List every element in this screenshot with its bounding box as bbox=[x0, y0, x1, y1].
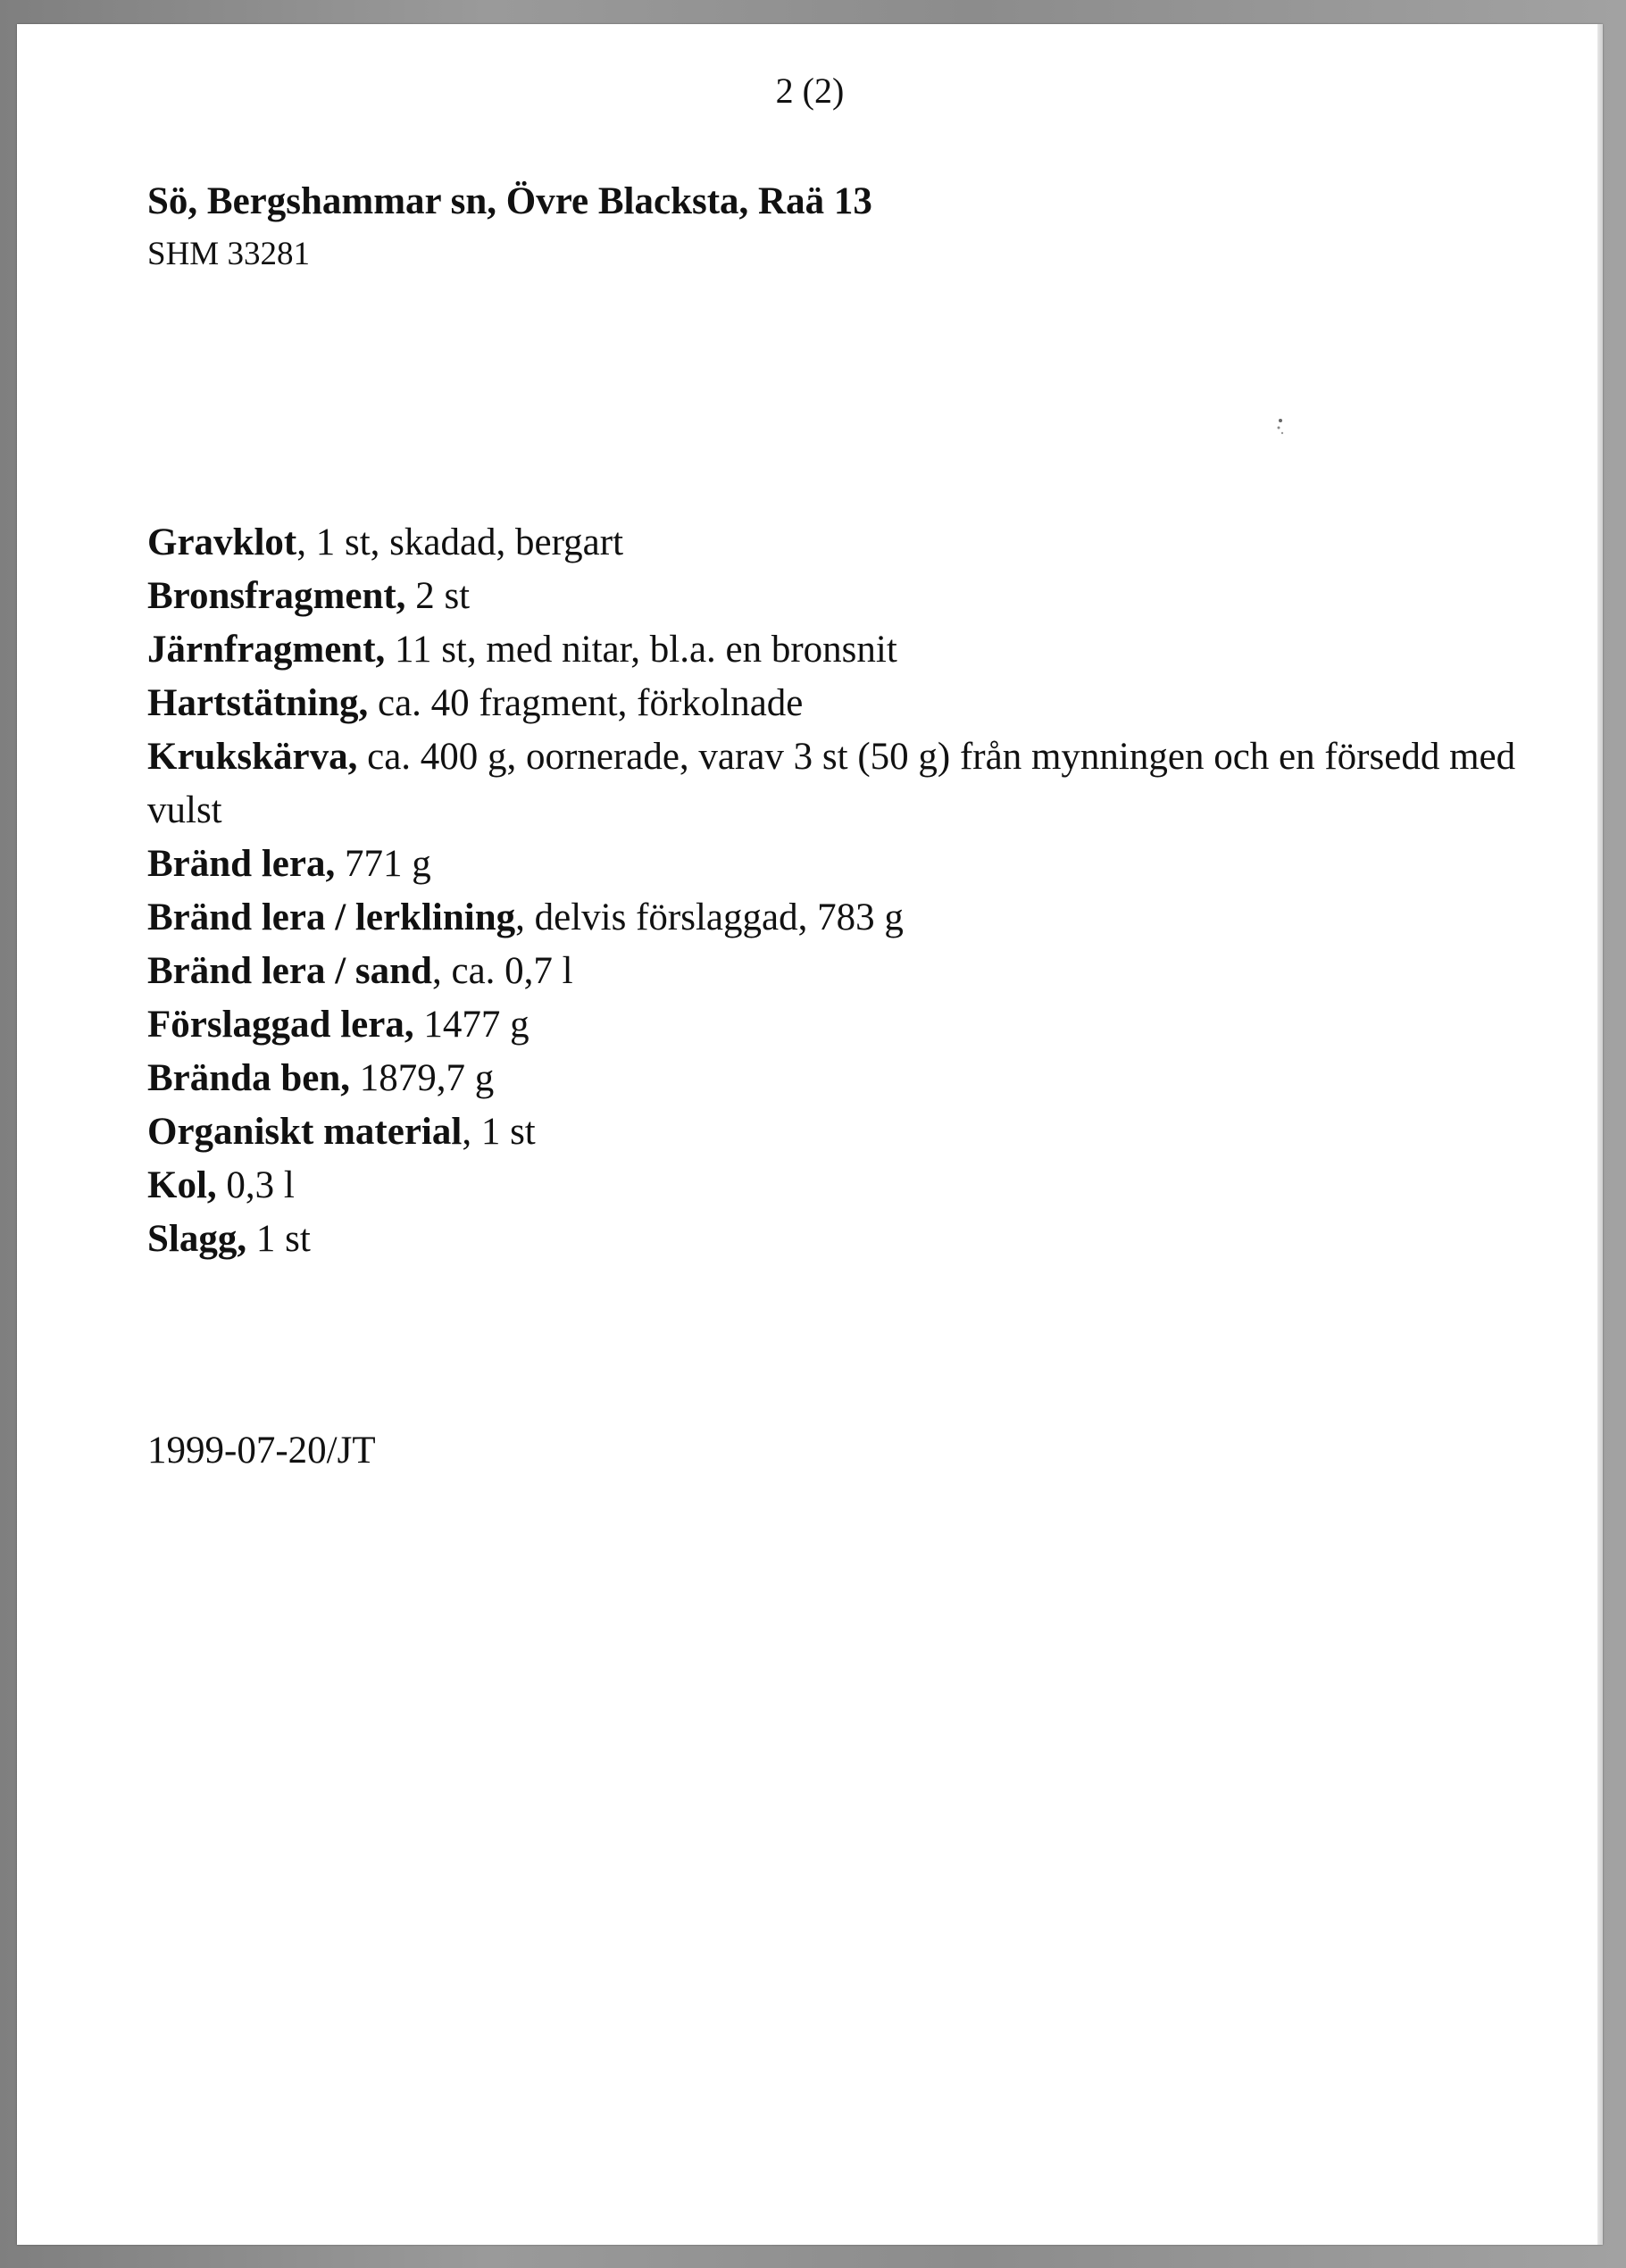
finding-separator: , bbox=[462, 1111, 472, 1153]
finding-term: Brända ben, bbox=[147, 1057, 351, 1099]
date-signature: 1999-07-20/JT bbox=[147, 1430, 376, 1472]
scan-speck-mark bbox=[1276, 417, 1285, 440]
finding-term: Förslaggad lera, bbox=[147, 1004, 414, 1046]
finding-item bbox=[147, 891, 1540, 945]
finding-item bbox=[147, 838, 1540, 891]
finding-separator: , bbox=[515, 896, 525, 938]
finding-separator: , bbox=[431, 950, 442, 992]
finding-term: Hartstätning, bbox=[147, 682, 369, 724]
finding-term: Bränd lera / lerklining bbox=[147, 896, 516, 938]
finding-item bbox=[147, 516, 1540, 570]
document-page bbox=[17, 24, 1603, 2245]
page-edge bbox=[1597, 24, 1603, 2245]
finding-term: Bränd lera, bbox=[147, 843, 336, 885]
finding-item bbox=[147, 623, 1540, 677]
finding-detail: ca. 400 g, oornerade, varav 3 st (50 g) från mynningen och en försedd med vulst bbox=[147, 736, 1516, 831]
finding-detail: 1477 g bbox=[413, 1004, 529, 1046]
finding-term: Krukskärva, bbox=[147, 736, 358, 778]
finding-detail: ca. 40 fragment, förkolnade bbox=[368, 682, 804, 724]
finding-separator: , bbox=[296, 521, 306, 563]
finding-term: Bronsfragment, bbox=[147, 575, 406, 617]
finding-item bbox=[147, 1159, 1540, 1213]
finding-term: Organiskt material bbox=[147, 1111, 463, 1153]
finding-term: Slagg, bbox=[147, 1218, 247, 1260]
finding-item bbox=[147, 945, 1540, 998]
museum-number: SHM 33281 bbox=[147, 236, 310, 272]
finding-term: Kol, bbox=[147, 1164, 217, 1206]
finding-detail: 11 st, med nitar, bl.a. en bronsnit bbox=[385, 629, 897, 671]
page-number: 2 (2) bbox=[775, 71, 845, 111]
finding-detail: 2 st bbox=[405, 575, 471, 617]
finding-term: Gravklot bbox=[147, 521, 297, 563]
finding-detail: 771 g bbox=[335, 843, 431, 885]
finding-detail: 0,3 l bbox=[216, 1164, 295, 1206]
finding-detail: 1879,7 g bbox=[350, 1057, 495, 1099]
site-heading: Sö, Bergshammar sn, Övre Blacksta, Raä 13 bbox=[147, 180, 872, 222]
finding-item bbox=[147, 677, 1540, 730]
findings-list bbox=[147, 516, 1540, 1266]
finding-item bbox=[147, 570, 1540, 623]
finding-detail: delvis förslaggad, 783 g bbox=[524, 896, 904, 938]
finding-item bbox=[147, 1105, 1540, 1159]
finding-detail: 1 st, skadad, bergart bbox=[305, 521, 624, 563]
finding-item bbox=[147, 1052, 1540, 1105]
finding-detail: 1 st bbox=[471, 1111, 536, 1153]
finding-item bbox=[147, 730, 1540, 838]
finding-item bbox=[147, 998, 1540, 1052]
finding-term: Järnfragment, bbox=[147, 629, 386, 671]
finding-term: Bränd lera / sand bbox=[147, 950, 432, 992]
finding-detail: ca. 0,7 l bbox=[441, 950, 573, 992]
finding-detail: 1 st bbox=[246, 1218, 311, 1260]
finding-item bbox=[147, 1213, 1540, 1266]
